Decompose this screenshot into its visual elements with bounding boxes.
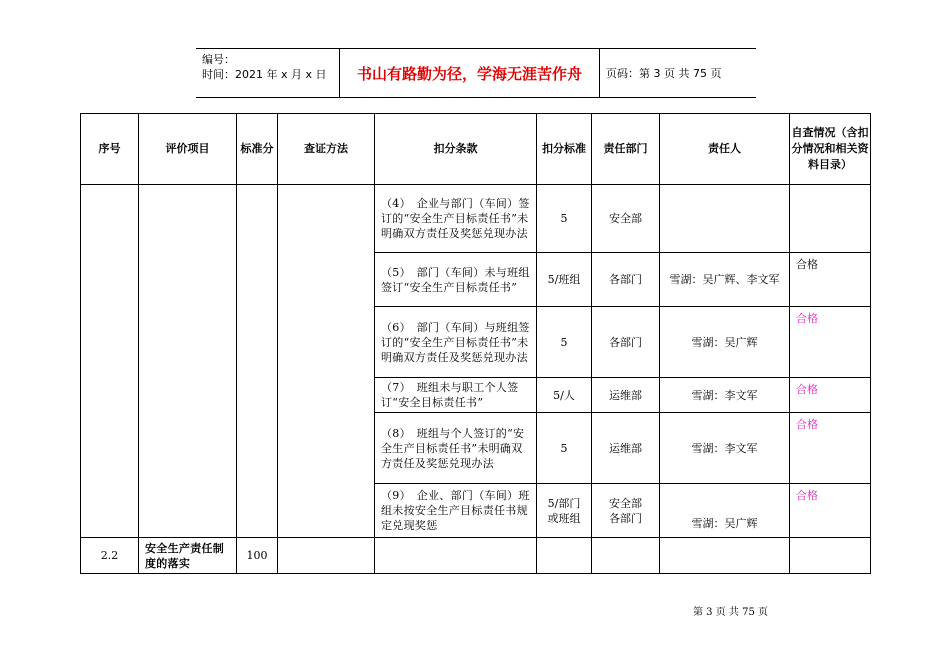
std-cell (237, 185, 278, 538)
deduct-cell: 5 (537, 185, 592, 253)
clause-cell: （6） 部门（车间）与班组签订的“安全生产目标责任书”未明确双方责任及奖惩兑现办法 (375, 307, 537, 378)
deduct-cell: 5/人 (537, 378, 592, 413)
person-cell: 雪湖：吴广辉、李文军 (660, 253, 790, 307)
clause-cell (375, 538, 537, 574)
dept-cell: 运维部 (592, 378, 660, 413)
section-std: 100 (237, 538, 278, 574)
header-method: 查证方法 (278, 114, 375, 185)
header-slogan: 书山有路勤为径，学海无涯苦作舟 (340, 49, 600, 97)
self-check-cell: 合格 (790, 378, 871, 413)
deduct-cell: 5 (537, 307, 592, 378)
person-cell: 雪湖：吴广辉 (660, 307, 790, 378)
clause-cell: （9） 企业、部门（车间）班组未按安全生产目标责任书规定兑现奖惩 (375, 484, 537, 538)
clause-cell: （8） 班组与个人签订的“安全生产目标责任书”未明确双方责任及奖惩兑现办法 (375, 413, 537, 484)
header-seq: 序号 (81, 114, 139, 185)
clause-cell: （7） 班组未与职工个人签订“安全目标责任书” (375, 378, 537, 413)
dept-cell: 安全部 (592, 185, 660, 253)
doc-number-label: 编号： (202, 53, 235, 66)
clause-cell: （5） 部门（车间）未与班组签订“安全生产目标责任书” (375, 253, 537, 307)
method-cell (278, 185, 375, 538)
header-std: 标准分 (237, 114, 278, 185)
header-dept: 责任部门 (592, 114, 660, 185)
self-check-cell: 合格 (790, 413, 871, 484)
header-info-cell (196, 49, 340, 97)
header-self-check: 自查情况（含扣分情况和相关资料目录） (790, 114, 871, 185)
self-check-cell (790, 185, 871, 253)
self-check-cell: 合格 (790, 307, 871, 378)
deduct-cell: 5/部门或班组 (537, 484, 592, 538)
page-footer: 第 3 页 共 75 页 (693, 607, 768, 618)
deduct-cell: 5 (537, 413, 592, 484)
self-check-cell: 合格 (790, 253, 871, 307)
header-item: 评价项目 (139, 114, 237, 185)
header-clause: 扣分条款 (375, 114, 537, 185)
header-deduct: 扣分标准 (537, 114, 592, 185)
deduct-cell (537, 538, 592, 574)
section-item: 安全生产责任制度的落实 (139, 538, 237, 574)
section-seq: 2.2 (81, 538, 139, 574)
dept-cell (592, 538, 660, 574)
person-cell (660, 185, 790, 253)
person-cell: 雪湖：李文军 (660, 378, 790, 413)
self-check-cell: 合格 (790, 484, 871, 538)
self-check-cell (790, 538, 871, 574)
dept-cell: 各部门 (592, 253, 660, 307)
header-page-label: 页码：第 3 页 共 75 页 (606, 67, 722, 80)
dept-cell: 安全部 各部门 (592, 484, 660, 538)
person-cell: 雪湖：吴广辉 (660, 484, 790, 538)
seq-cell (81, 185, 139, 538)
header-person: 责任人 (660, 114, 790, 185)
table-row (81, 185, 871, 253)
document-header (196, 48, 756, 98)
item-cell (139, 185, 237, 538)
table-header-row (81, 114, 871, 185)
table-row-section (81, 538, 871, 574)
dept-cell: 运维部 (592, 413, 660, 484)
clause-cell: （4） 企业与部门（车间）签订的“安全生产目标责任书”未明确双方责任及奖惩兑现办法 (375, 185, 537, 253)
evaluation-table (80, 113, 871, 574)
person-cell (660, 538, 790, 574)
method-cell (278, 538, 375, 574)
doc-time-label: 时间：2021 年 x 月 x 日 (202, 68, 327, 81)
deduct-cell: 5/班组 (537, 253, 592, 307)
person-cell: 雪湖：李文军 (660, 413, 790, 484)
dept-cell: 各部门 (592, 307, 660, 378)
